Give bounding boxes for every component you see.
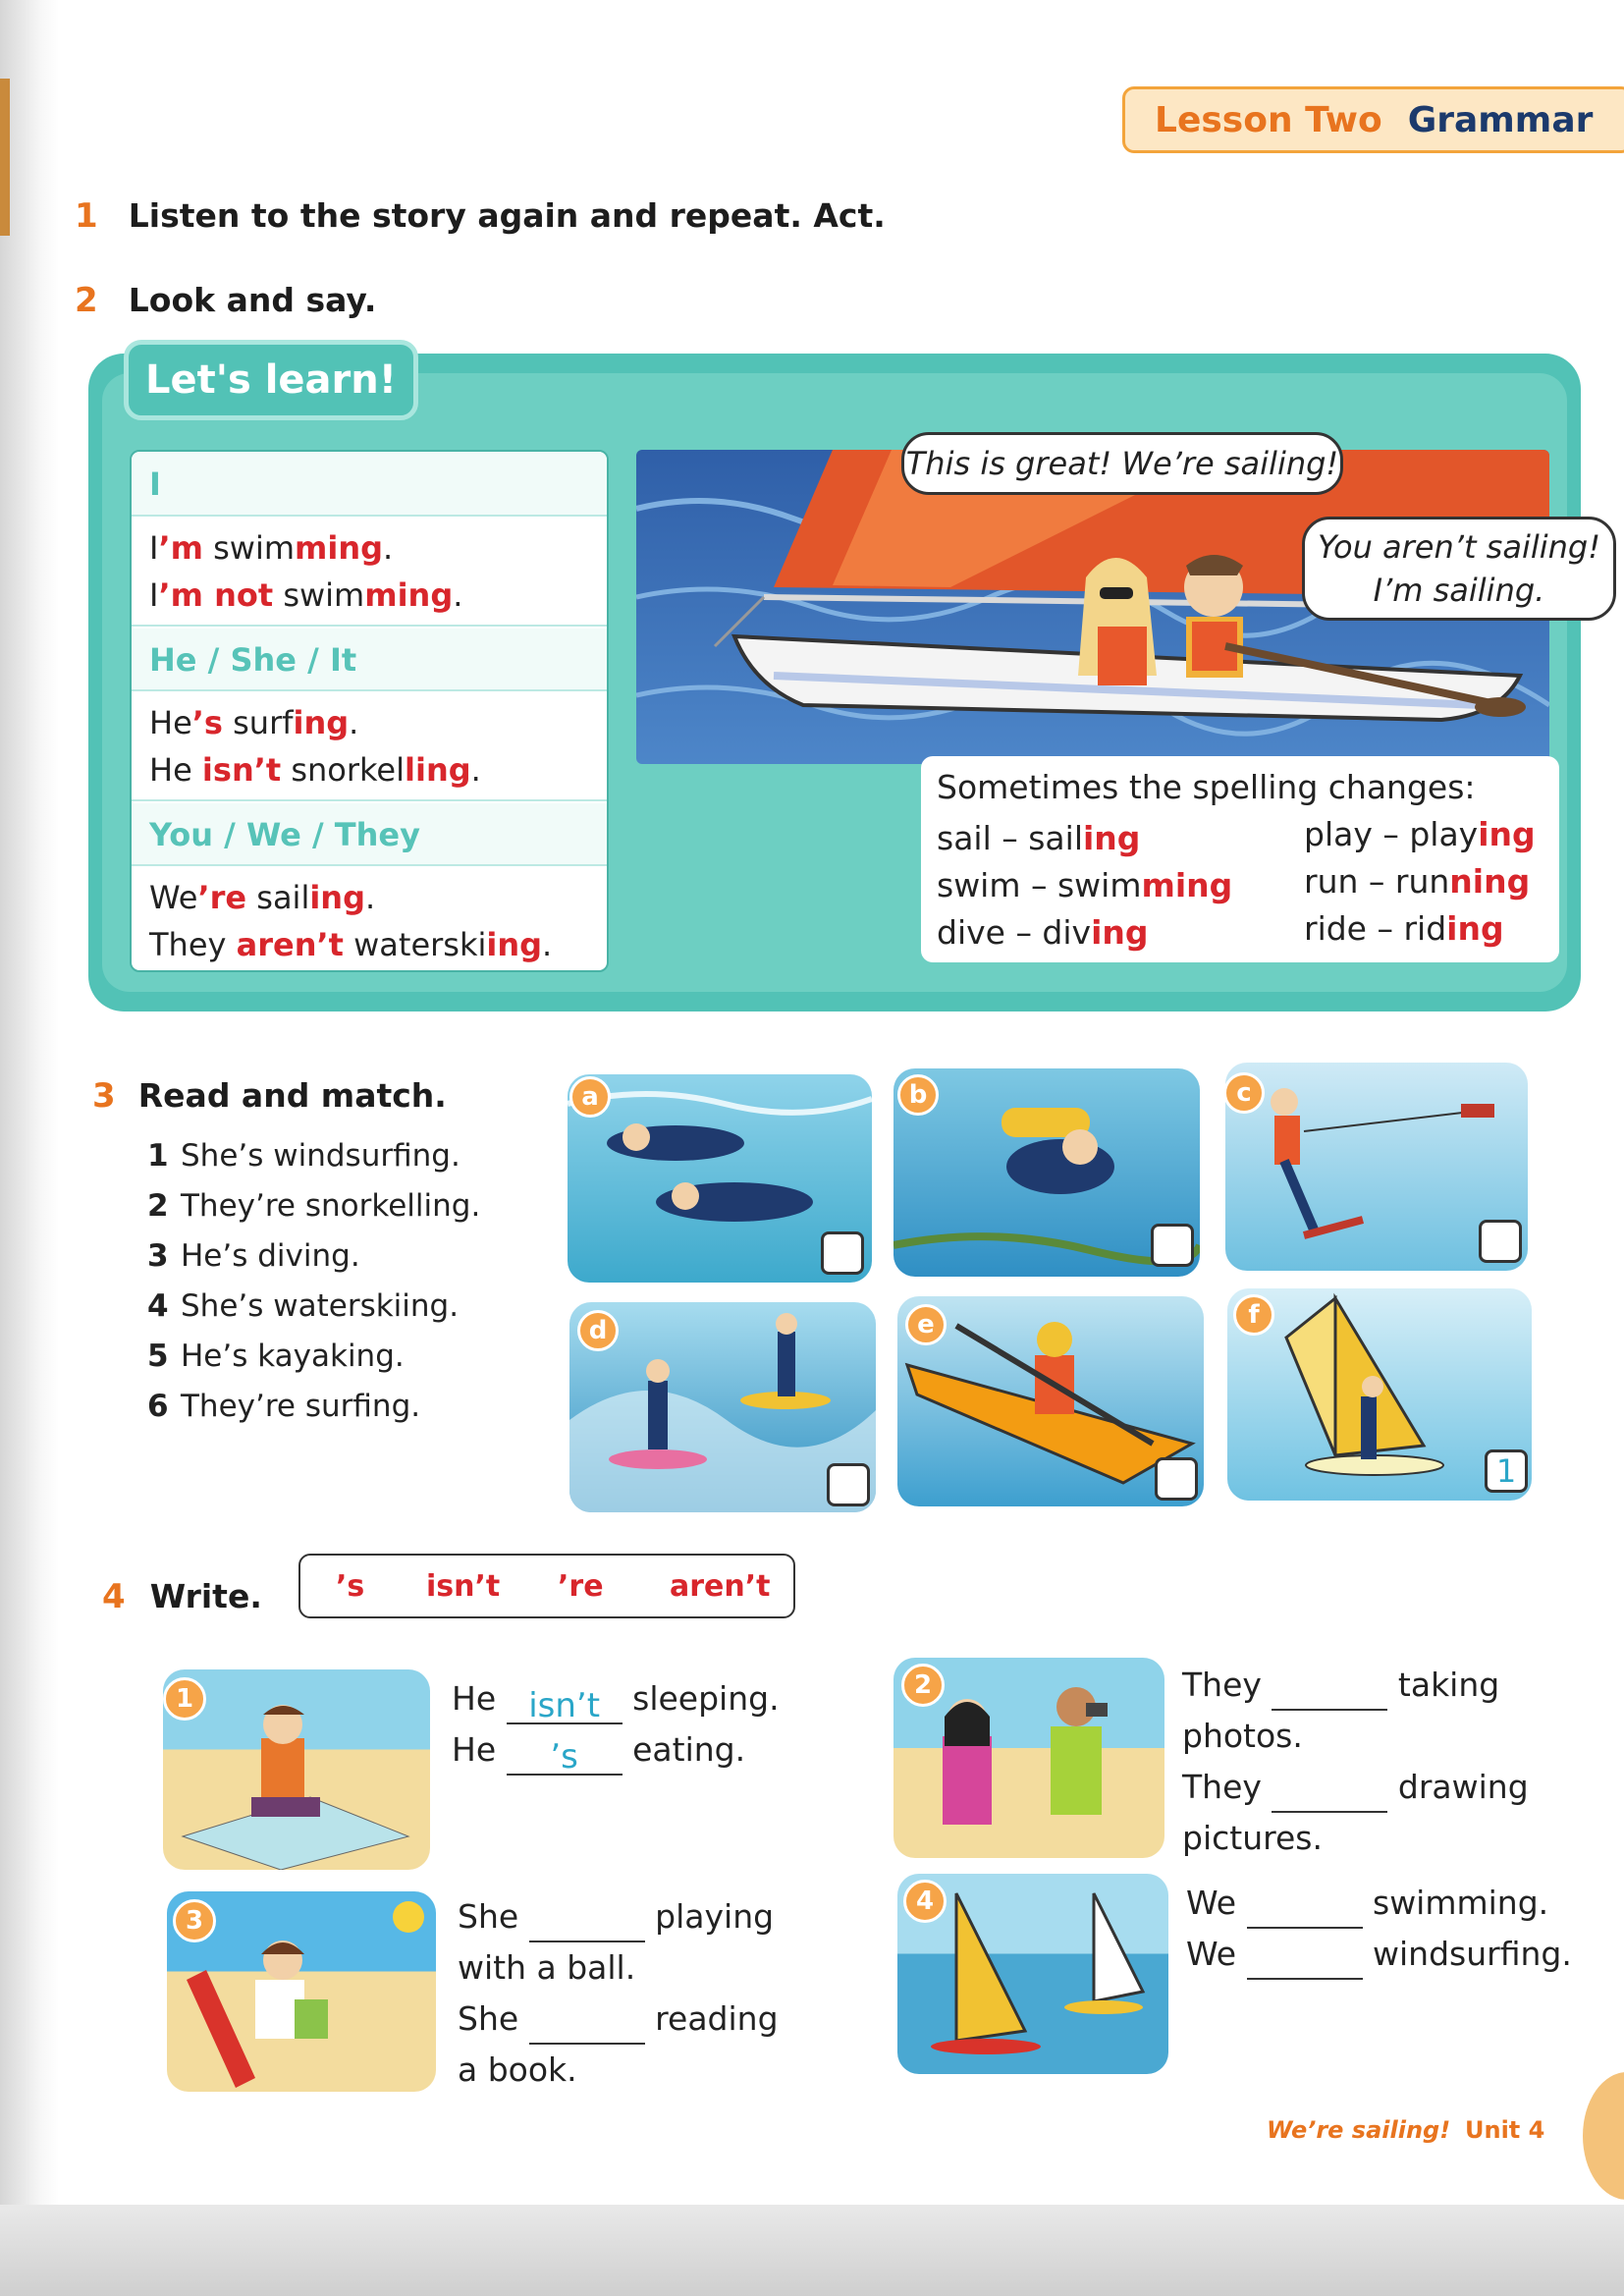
footer-unit-title: We’re sailing! — [1267, 2116, 1451, 2144]
spelling-example: swim – swimming — [937, 866, 1233, 904]
exercise-instruction: Write. — [149, 1577, 262, 1615]
exercise-3 — [92, 1076, 447, 1116]
exercise-1 — [75, 196, 886, 236]
answer-blank[interactable] — [529, 1907, 645, 1942]
exercise-number: 2 — [75, 281, 98, 320]
word-bank-item: isn’t — [426, 1569, 501, 1604]
question-number: 1 — [163, 1677, 206, 1721]
lesson-label: Lesson Two — [1155, 99, 1382, 140]
picture-letter: b — [897, 1074, 939, 1116]
speech-bubble-boy: You aren’t sailing! I’m sailing. — [1302, 517, 1616, 621]
table-heading-i: I — [132, 452, 607, 517]
picture-letter: f — [1233, 1294, 1274, 1336]
word-bank-item: ’re — [558, 1569, 604, 1604]
scan-bottom-edge — [0, 2205, 1624, 2296]
answer-blank[interactable] — [1272, 1675, 1387, 1711]
spelling-title: Sometimes the spelling changes: — [937, 768, 1476, 806]
spelling-example: ride – riding — [1304, 909, 1504, 948]
table-line: He’s surfing. — [149, 704, 359, 741]
footer-unit-number: Unit 4 — [1465, 2116, 1545, 2144]
answer-blank[interactable]: isn’t — [507, 1689, 623, 1724]
word-bank-item: ’s — [336, 1569, 365, 1604]
lesson-header — [1122, 86, 1624, 153]
exercise-instruction: Listen to the story again and repeat. Act. — [128, 196, 886, 235]
spelling-example: sail – sailing — [937, 819, 1141, 857]
exercise-instruction: Read and match. — [137, 1076, 447, 1115]
picture-letter: c — [1223, 1072, 1265, 1114]
list-item: 4 She’s waterskiing. — [147, 1288, 460, 1324]
answer-blank[interactable]: ’s — [507, 1740, 623, 1776]
picture-letter: e — [905, 1304, 947, 1345]
question-2-text: They taking photos. They drawing pictures. — [1182, 1666, 1529, 1857]
answer-checkbox[interactable]: 1 — [1485, 1449, 1528, 1493]
question-1-text: He isn’t sleeping. He ’s eating. — [452, 1679, 780, 1777]
list-item: 3 He’s diving. — [147, 1238, 360, 1274]
lesson-title: Grammar — [1407, 99, 1594, 140]
question-number: 4 — [903, 1880, 947, 1923]
question-number: 2 — [901, 1664, 945, 1707]
word-bank-item: aren’t — [670, 1569, 771, 1604]
question-4-text: We swimming. We windsurfing. — [1186, 1878, 1572, 1980]
answer-checkbox[interactable] — [827, 1463, 870, 1506]
page-gutter-shadow — [0, 0, 59, 2296]
list-item: 1 She’s windsurfing. — [147, 1138, 460, 1174]
answer-checkbox[interactable] — [821, 1231, 864, 1275]
spelling-changes-box — [921, 756, 1559, 962]
exercise-2 — [75, 281, 376, 320]
grammar-table — [130, 450, 609, 972]
answer-blank[interactable] — [1247, 1944, 1363, 1980]
table-heading-you-we-they: You / We / They — [132, 803, 607, 866]
table-line: I’m not swimming. — [132, 572, 607, 627]
lets-learn-tab: Let's learn! — [124, 340, 418, 420]
spelling-example: play – playing — [1304, 815, 1536, 853]
exercise-number: 1 — [75, 196, 98, 236]
exercise-number: 4 — [102, 1577, 126, 1616]
word-bank — [298, 1554, 795, 1618]
answer-blank[interactable] — [1247, 1893, 1363, 1929]
answer-checkbox[interactable] — [1479, 1220, 1522, 1263]
answer-blank[interactable] — [529, 2009, 645, 2045]
spine-mark — [0, 79, 10, 236]
question-number: 3 — [173, 1899, 216, 1942]
exercise-instruction: Look and say. — [128, 281, 377, 319]
exercise-number: 3 — [92, 1076, 116, 1116]
corner-decoration — [1583, 2072, 1624, 2200]
answer-blank[interactable] — [1272, 1777, 1387, 1813]
answer-checkbox[interactable] — [1151, 1224, 1194, 1267]
spelling-example: dive – diving — [937, 913, 1149, 952]
table-line: He isn’t snorkelling. — [132, 746, 607, 801]
match-sentence-list — [147, 1131, 480, 1432]
exercise-4 — [102, 1577, 262, 1616]
table-line: They aren’t waterskiing. — [149, 926, 553, 963]
list-item: 2 They’re snorkelling. — [147, 1188, 481, 1224]
question-3-text: She playing with a ball. She reading a book. — [458, 1897, 779, 2089]
table-heading-he-she-it: He / She / It — [132, 629, 607, 691]
speech-bubble-girl: This is great! We’re sailing! — [901, 432, 1343, 495]
spelling-example: run – running — [1304, 862, 1531, 901]
picture-letter: a — [569, 1076, 611, 1118]
list-item: 6 They’re surfing. — [147, 1389, 421, 1424]
table-line: We’re sailing. — [149, 879, 376, 916]
picture-letter: d — [577, 1310, 619, 1351]
table-line: I’m swimming. — [149, 529, 394, 567]
list-item: 5 He’s kayaking. — [147, 1339, 405, 1374]
answer-checkbox[interactable] — [1155, 1457, 1198, 1501]
